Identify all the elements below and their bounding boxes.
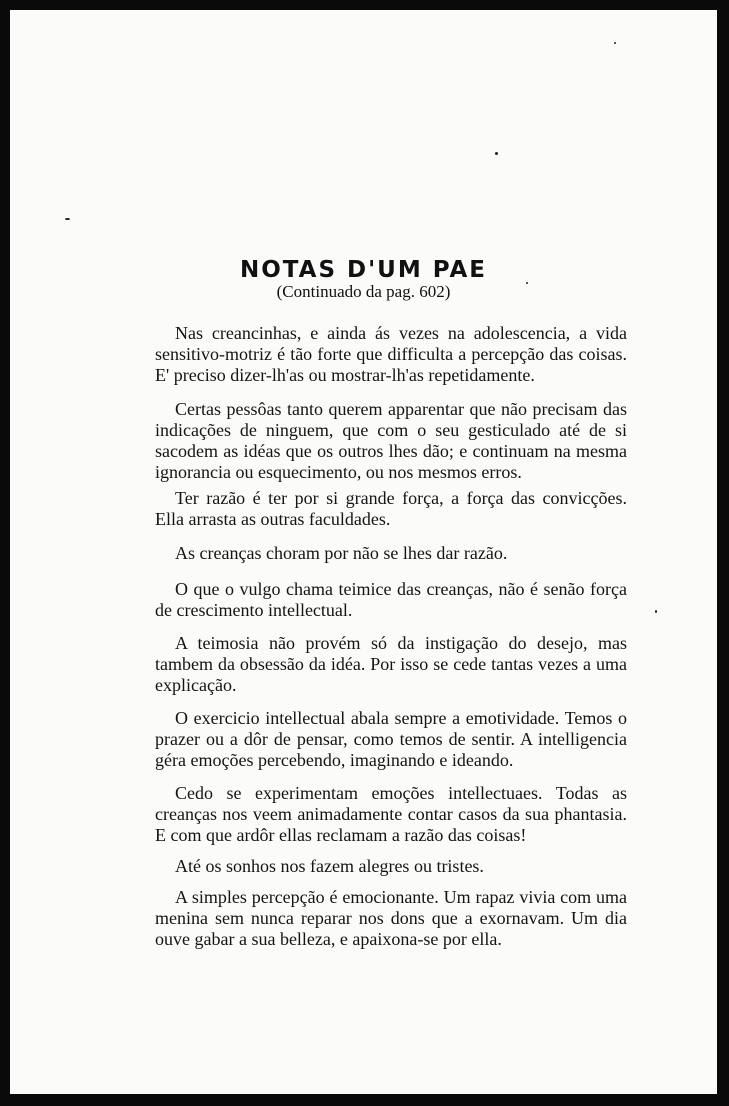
paragraph: Certas pessôas tanto querem apparentar que não precisam das indicações de ninguem, que com o seu gesticulado até de si sacodem as idéas que os outros lhes dão; e continuam na mesma ignorancia ou esquecimento, ou nos mesmos erros. (155, 399, 627, 482)
paragraph: Cedo se experimentam emoções intellectuaes. Todas as creanças nos veem animadamente contar casos da sua phantasia. E com que ardôr ellas reclamam a razão das coisas! (155, 783, 627, 845)
print-speck (526, 282, 528, 284)
article-title: NOTAS D'UM PAE (239, 257, 488, 284)
print-speck (655, 610, 657, 613)
paragraph: Ter razão é ter por si grande força, a força das convicções. Ella arrasta as outras faculdades. (155, 488, 627, 529)
paragraph: Até os sonhos nos fazem alegres ou tristes. (175, 856, 484, 876)
page-sheet (10, 10, 717, 1094)
paragraph: Nas creancinhas, e ainda ás vezes na adolescencia, a vida sensitivo-motriz é tão forte que difficulta a percepção das coisas. E' preciso dizer-lh'as ou mostrar-lh'as repetidamente. (155, 323, 627, 385)
paragraph: O exercicio intellectual abala sempre a emotividade. Temos o prazer ou a dôr de pensar, como temos de sentir. A intelligencia géra emoções percebendo, imaginando e ideando. (155, 708, 627, 770)
paragraph: A teimosia não provém só da instigação do desejo, mas tambem da obsessão da idéa. Por isso se cede tantas vezes a uma explicação. (155, 633, 627, 695)
print-speck (614, 42, 616, 44)
print-speck (495, 152, 498, 155)
paragraph: As creanças choram por não se lhes dar razão. (175, 543, 508, 563)
paragraph: A simples percepção é emocionante. Um rapaz vivia com uma menina sem nunca reparar nos dons que a exornavam. Um dia ouve gabar a sua belleza, e apaixona-se por ella. (155, 887, 627, 949)
article-subtitle: (Continuado da pag. 602) (276, 282, 451, 301)
paragraph: O que o vulgo chama teimice das creanças, não é senão força de crescimento intellectual. (155, 579, 627, 620)
print-speck (65, 218, 70, 220)
